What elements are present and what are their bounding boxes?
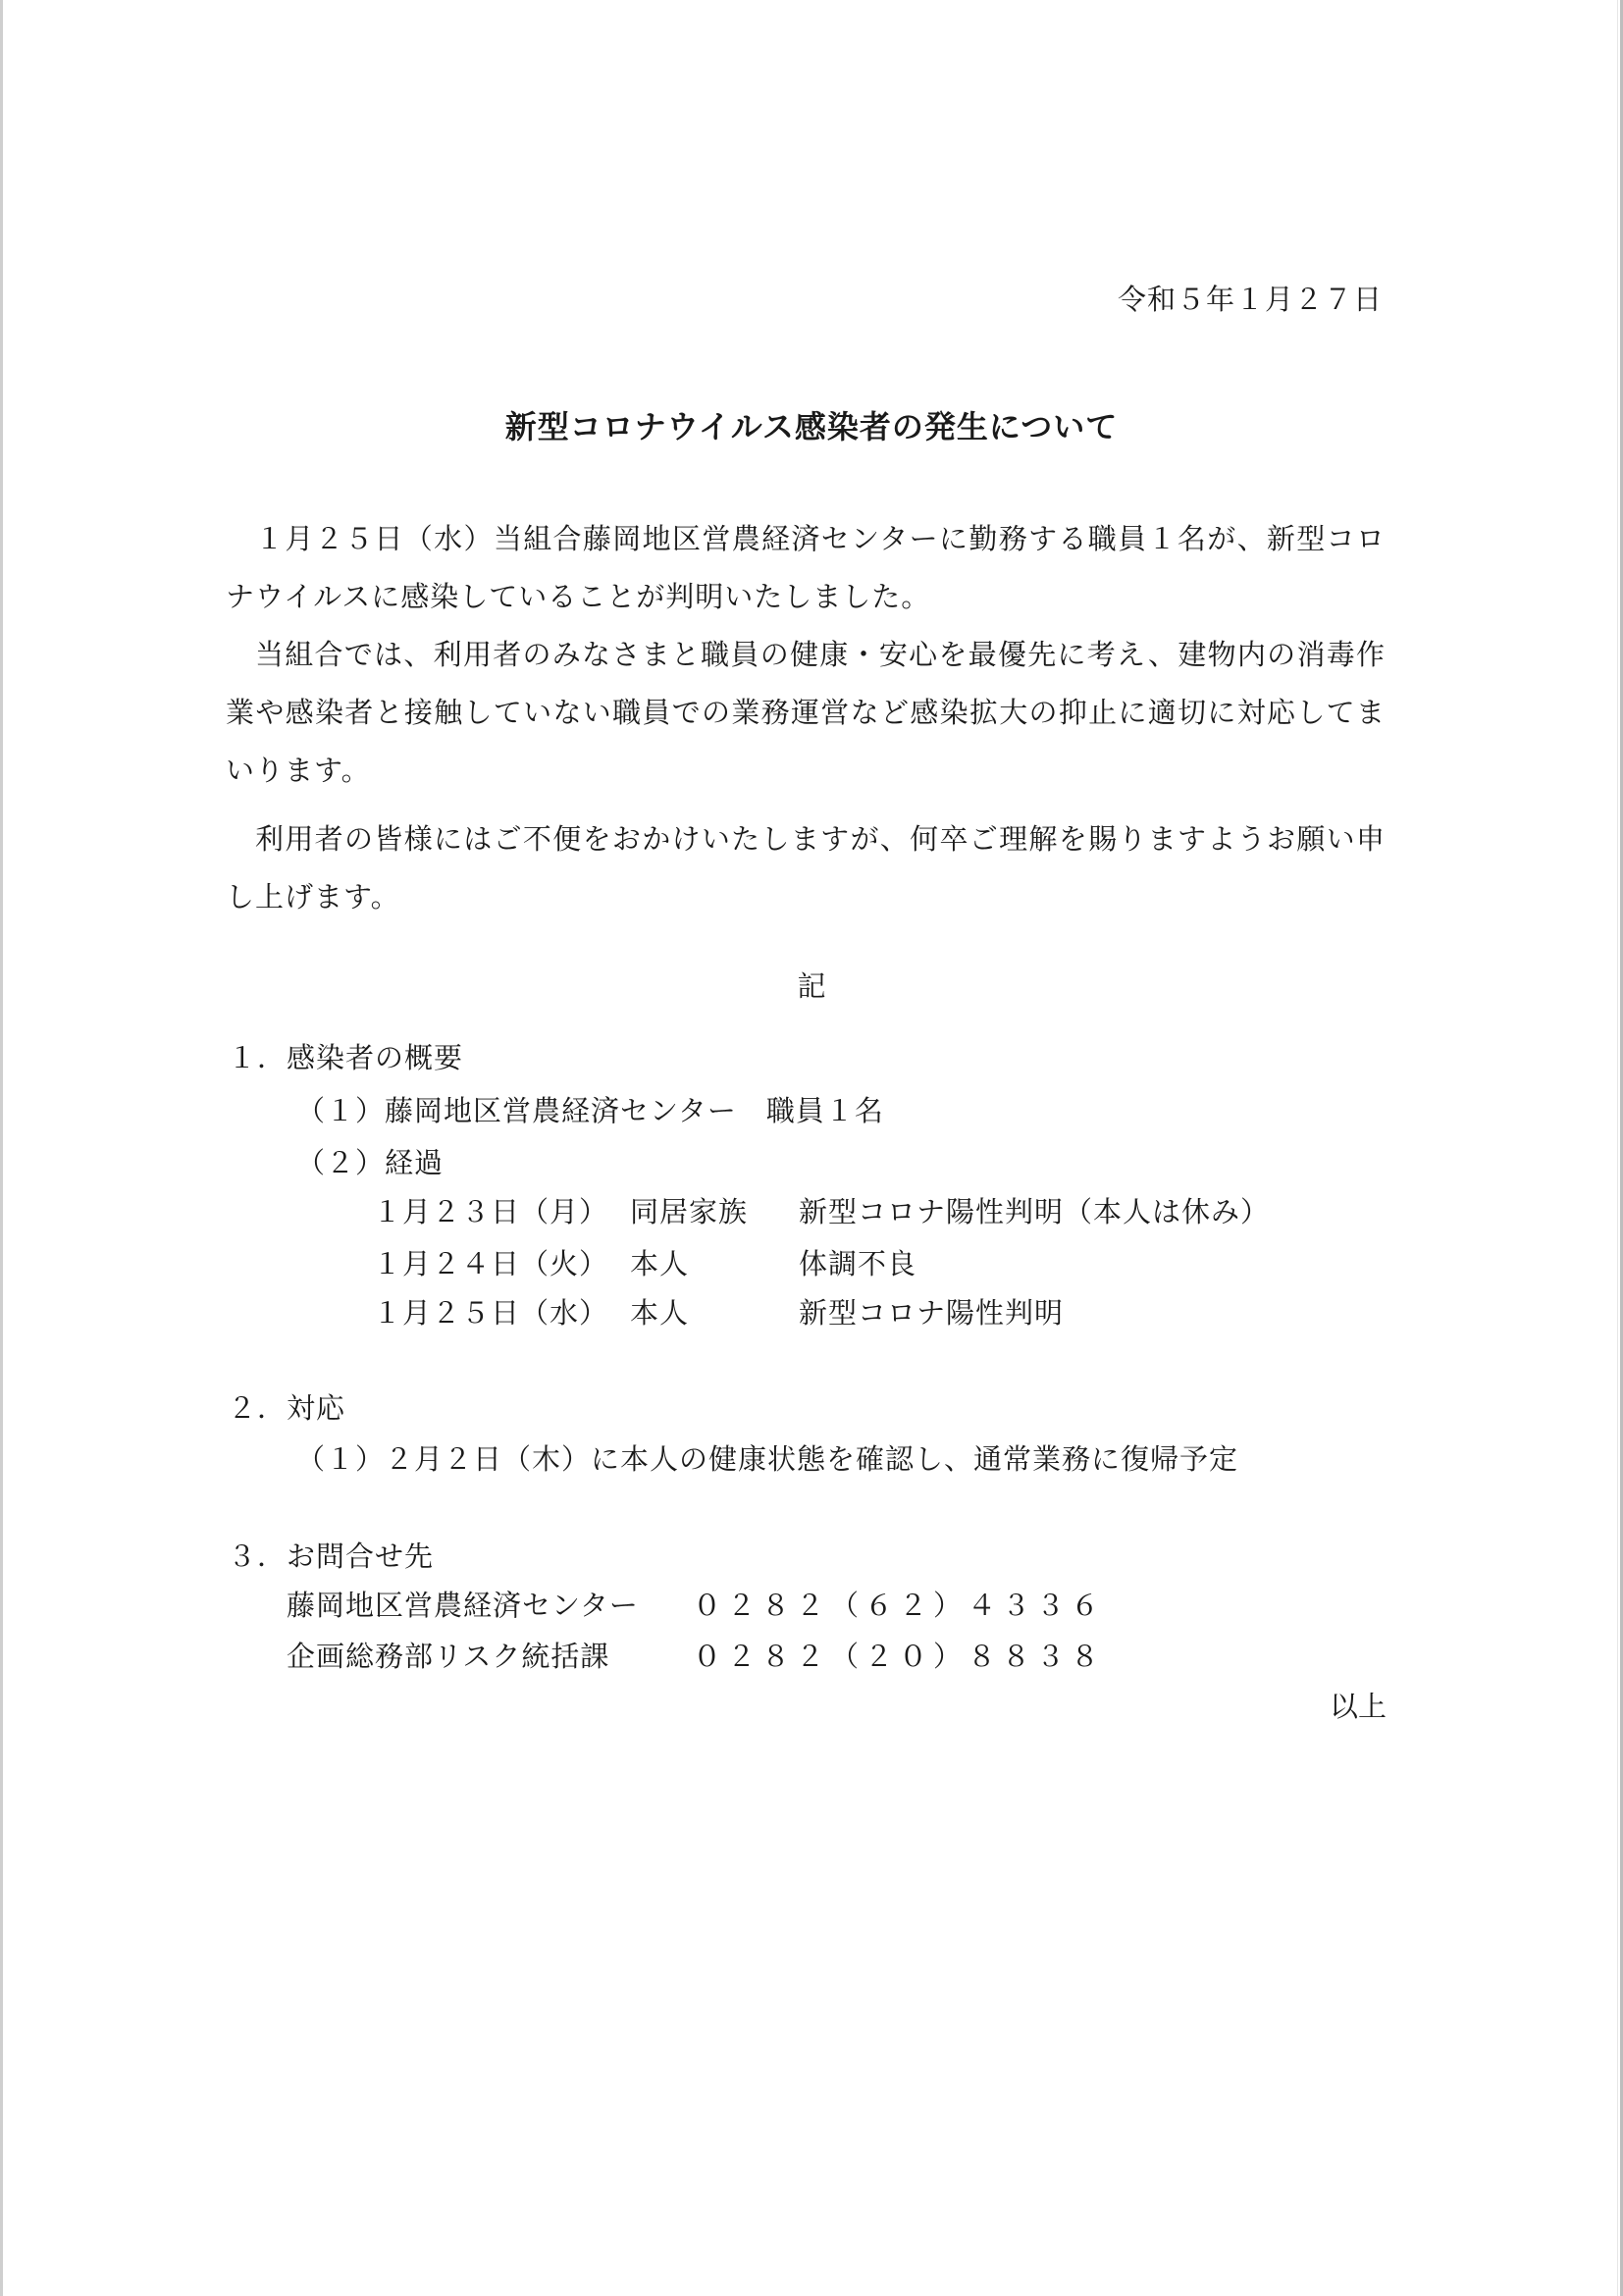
section1-heading: １．感染者の概要 xyxy=(228,1041,464,1074)
contact-phone: ０２８２（６２）４３３６ xyxy=(693,1589,1106,1622)
document-title: 新型コロナウイルス感染者の発生について xyxy=(504,408,1119,445)
contact-name: 藤岡地区営農経済センター xyxy=(287,1589,639,1622)
section3-heading: ３．お問合せ先 xyxy=(228,1539,435,1573)
section2-item1: （１）２月２日（木）に本人の健康状態を確認し、通常業務に復帰予定 xyxy=(296,1442,1239,1476)
document-date: 令和５年１月２７日 xyxy=(1117,283,1383,316)
progress-date: １月２５日（水） xyxy=(373,1296,609,1330)
progress-event: 体調不良 xyxy=(799,1247,917,1280)
scan-edge-line xyxy=(1617,0,1618,2296)
progress-event: 新型コロナ陽性判明 xyxy=(799,1296,1065,1330)
section1-item1: （１）藤岡地区営農経済センター 職員１名 xyxy=(296,1094,884,1127)
progress-who: 同居家族 xyxy=(630,1195,749,1228)
contact-name: 企画総務部リスク統括課 xyxy=(287,1640,610,1673)
ki-heading: 記 xyxy=(797,969,826,1003)
progress-date: １月２４日（火） xyxy=(373,1247,609,1280)
progress-who: 本人 xyxy=(630,1296,690,1330)
contact-phone: ０２８２（２０）８８３８ xyxy=(693,1640,1106,1673)
progress-who: 本人 xyxy=(630,1247,690,1280)
body-paragraph-2: 当組合では、利用者のみなさまと職員の健康・安心を最優先に考え、建物内の消毒作業や感染者と接触していない職員での業務運営など感染拡大の抑止に適切に対応してまいります。 xyxy=(226,638,1386,787)
body-paragraph-1: １月２５日（水）当組合藤岡地区営農経済センターに勤務する職員１名が、新型コロナウイルスに感染していることが判明いたしました。 xyxy=(226,522,1386,613)
page-left-edge xyxy=(0,0,3,2296)
progress-date: １月２３日（月） xyxy=(373,1195,609,1228)
progress-event: 新型コロナ陽性判明（本人は休み） xyxy=(799,1195,1271,1228)
section2-heading: ２．対応 xyxy=(228,1391,346,1425)
body-paragraph-3: 利用者の皆様にはご不便をおかけいたしますが、何卒ご理解を賜りますようお願い申し上げます。 xyxy=(226,822,1386,913)
section1-item2: （２）経過 xyxy=(296,1146,445,1179)
closing-mark: 以上 xyxy=(1329,1690,1387,1723)
